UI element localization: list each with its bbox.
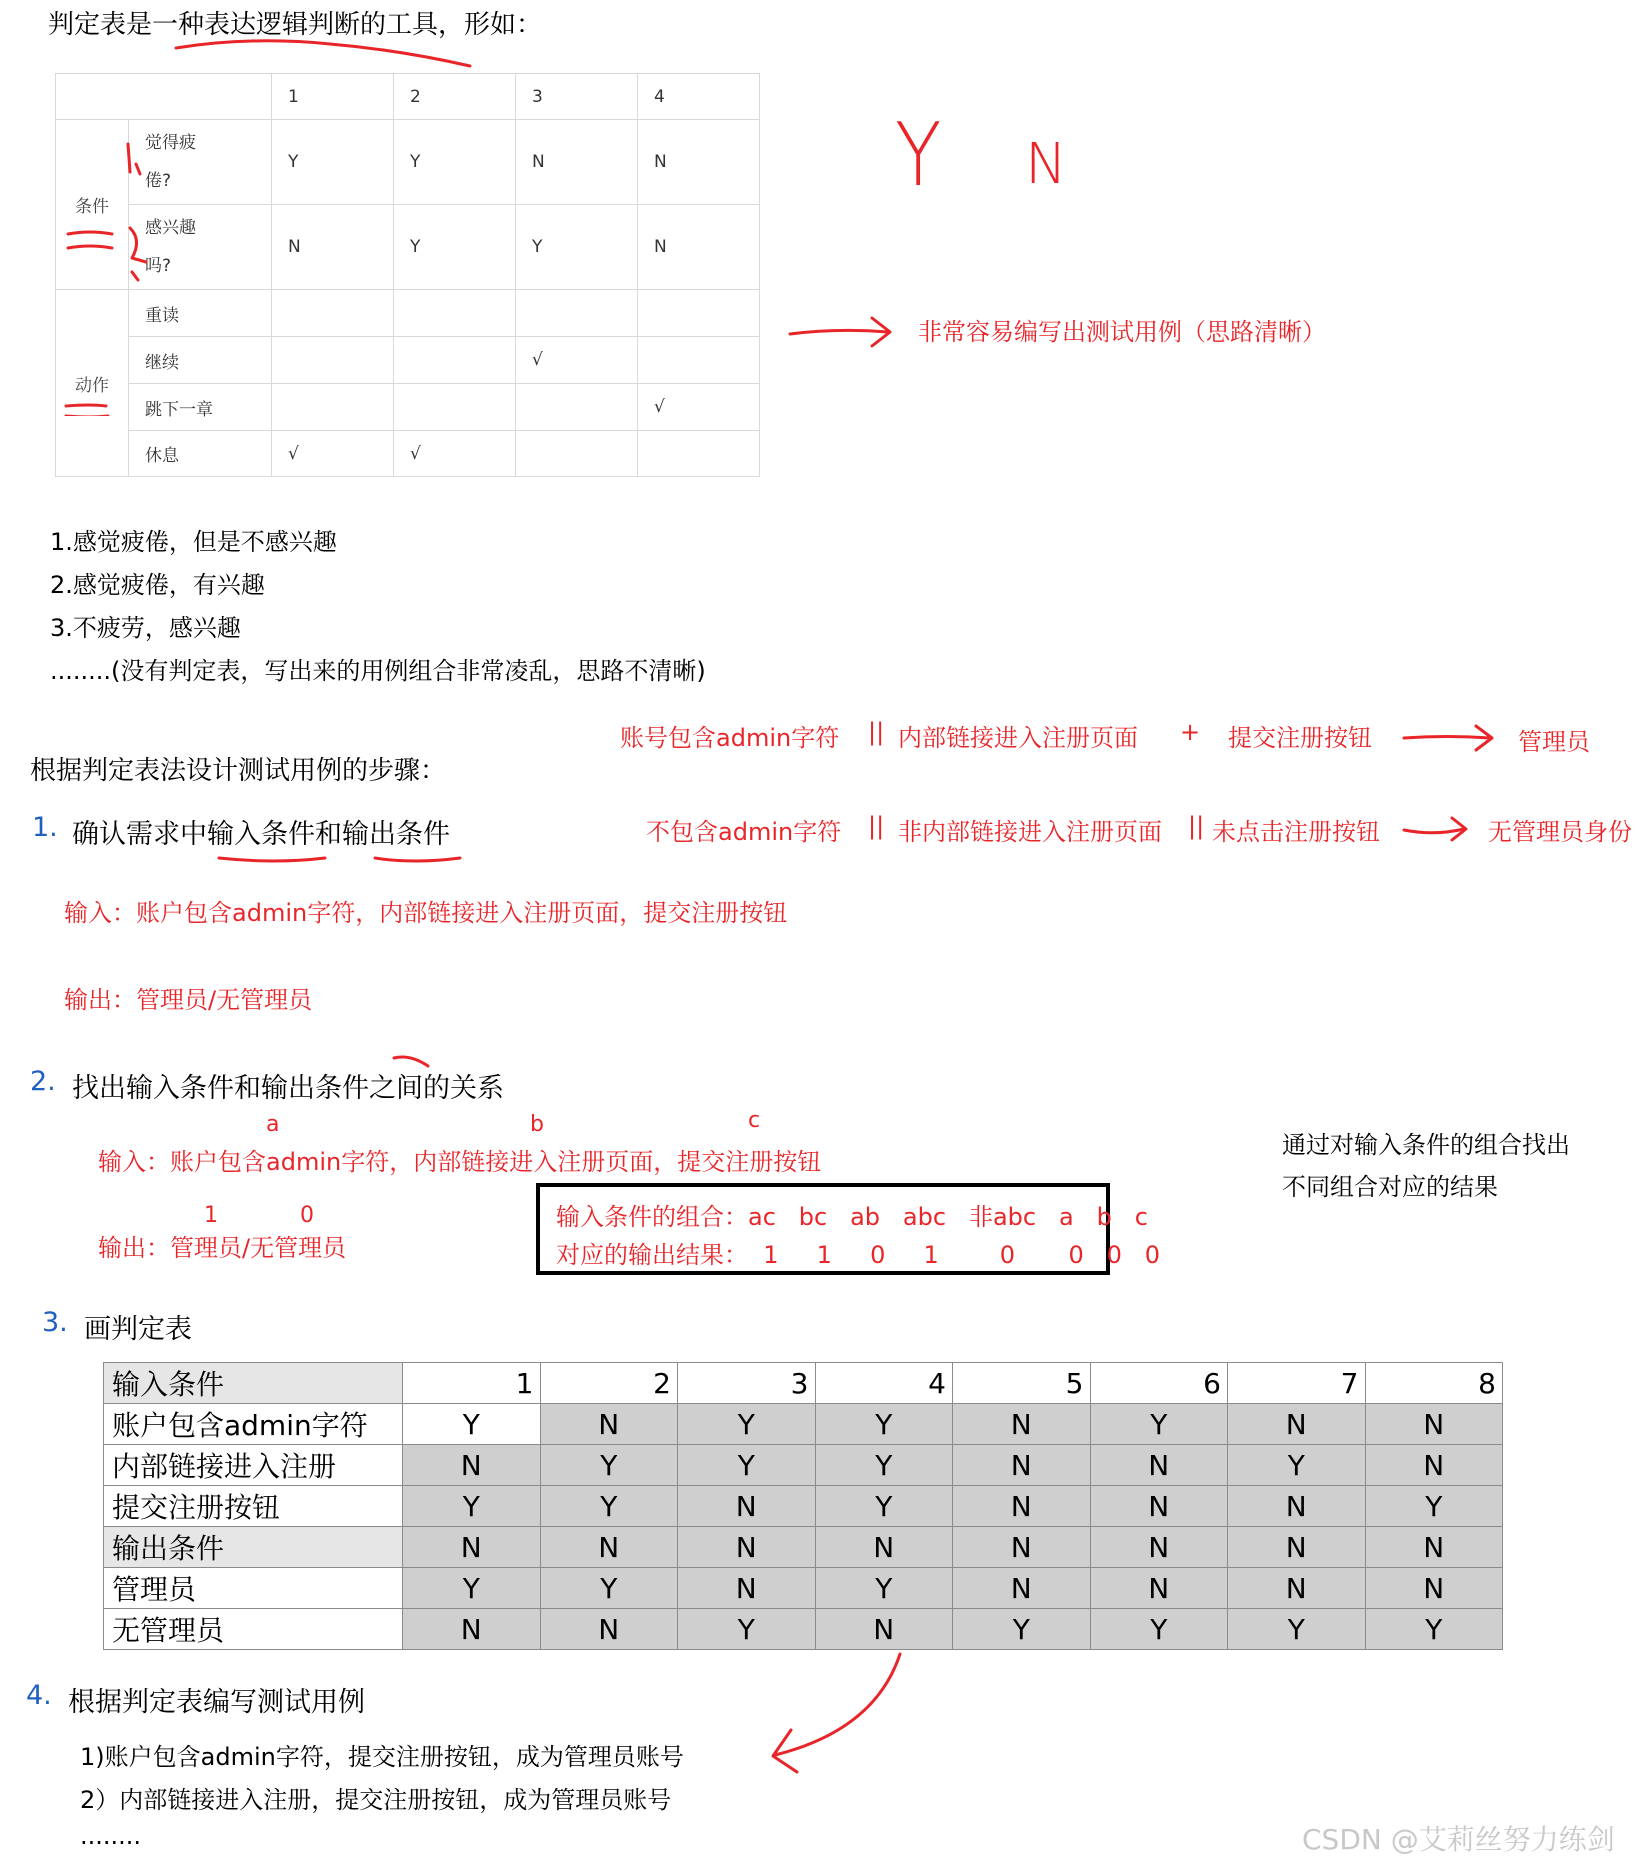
- cell: N: [815, 1527, 953, 1568]
- row-label: 输出条件: [104, 1527, 403, 1568]
- cell: [516, 290, 638, 337]
- curved-arrow-icon: [755, 1650, 915, 1780]
- cell: Y: [394, 205, 516, 290]
- row-label: 提交注册按钮: [104, 1486, 403, 1527]
- test-case-2: 2）内部链接进入注册，提交注册按钮，成为管理员账号: [80, 1786, 672, 1814]
- cell: N: [1228, 1404, 1366, 1445]
- rule2-a: 不包含admin字符: [646, 818, 842, 846]
- cell: N: [540, 1609, 678, 1650]
- cell: Y: [678, 1404, 816, 1445]
- cell: √: [638, 384, 760, 431]
- col-header: 3: [516, 74, 638, 120]
- cell: N: [540, 1527, 678, 1568]
- label-1: 1: [204, 1203, 218, 1228]
- col-header: 2: [394, 74, 516, 120]
- row-label: 觉得疲 倦?: [129, 120, 272, 205]
- arrow-right-icon: [788, 312, 898, 352]
- step1-output: 输出：管理员/无管理员: [64, 986, 313, 1014]
- cell: N: [1090, 1568, 1228, 1609]
- cell: √: [516, 337, 638, 384]
- col-header: 2: [540, 1363, 678, 1404]
- corner-cell: [56, 74, 272, 120]
- cell: Y: [1090, 1609, 1228, 1650]
- cell: N: [678, 1527, 816, 1568]
- decision-table: [103, 1362, 1503, 1650]
- example-3: 3.不疲劳，感兴趣: [50, 614, 241, 642]
- cell: Y: [403, 1486, 541, 1527]
- cell: Y: [678, 1445, 816, 1486]
- row-label: 管理员: [104, 1568, 403, 1609]
- side-note-1: 通过对输入条件的组合找出: [1282, 1131, 1570, 1159]
- cell: Y: [403, 1404, 541, 1445]
- cell: N: [638, 205, 760, 290]
- rule1-c: 提交注册按钮: [1228, 724, 1372, 752]
- cell: [516, 384, 638, 431]
- rule2-c: 未点击注册按钮: [1212, 818, 1380, 846]
- cell: Y: [815, 1445, 953, 1486]
- step2-input: 输入：账户包含admin字符，内部链接进入注册页面，提交注册按钮: [98, 1148, 822, 1176]
- step3-number: 3.: [42, 1307, 68, 1338]
- combo-line-1: 输入条件的组合：ac bc ab abc 非abc a b c: [556, 1203, 1148, 1231]
- cell: Y: [540, 1445, 678, 1486]
- cell: Y: [403, 1568, 541, 1609]
- cell: N: [953, 1568, 1091, 1609]
- row-label: 跳下一章: [129, 384, 272, 431]
- cell: N: [678, 1486, 816, 1527]
- cell: N: [1228, 1527, 1366, 1568]
- test-case-1: 1)账户包含admin字符，提交注册按钮，成为管理员账号: [80, 1743, 684, 1771]
- cell: N: [1228, 1568, 1366, 1609]
- cell: N: [638, 120, 760, 205]
- group-conditions: 条件: [56, 120, 129, 290]
- example-2: 2.感觉疲倦，有兴趣: [50, 571, 265, 599]
- cell: N: [1365, 1404, 1503, 1445]
- cell: N: [1090, 1527, 1228, 1568]
- cell: N: [678, 1568, 816, 1609]
- step4-title: 根据判定表编写测试用例: [68, 1687, 365, 1718]
- intro-underline-mark: [170, 36, 480, 72]
- col-header: 1: [403, 1363, 541, 1404]
- cell: Y: [1228, 1445, 1366, 1486]
- cell: N: [403, 1527, 541, 1568]
- cell: [638, 431, 760, 477]
- row-label: 继续: [129, 337, 272, 384]
- rule1-a: 账号包含admin字符: [620, 724, 840, 752]
- arrow-right-icon: [1402, 812, 1472, 848]
- label-c: c: [748, 1108, 761, 1133]
- step4-number: 4.: [26, 1680, 52, 1711]
- step2-title: 找出输入条件和输出条件之间的关系: [72, 1073, 504, 1104]
- cell: [516, 431, 638, 477]
- side-note-2: 不同组合对应的结果: [1282, 1173, 1498, 1201]
- step3-title: 画判定表: [84, 1314, 192, 1345]
- cell: [394, 337, 516, 384]
- cell: √: [272, 431, 394, 477]
- step2-number: 2.: [30, 1066, 56, 1097]
- cell: [272, 290, 394, 337]
- underline-mark: [215, 850, 475, 870]
- cell: [394, 290, 516, 337]
- rule1-b: 内部链接进入注册页面: [898, 724, 1138, 752]
- combination-box: [536, 1183, 1161, 1275]
- example-4: ........(没有判定表，写出来的用例组合非常凌乱，思路不清晰): [50, 657, 706, 685]
- rule1-sep: ||: [868, 718, 885, 746]
- relation-mark: [390, 1052, 440, 1072]
- rule1-plus: +: [1180, 718, 1201, 746]
- cell: Y: [953, 1609, 1091, 1650]
- cell: N: [953, 1404, 1091, 1445]
- handwritten-y: Y: [895, 103, 942, 206]
- arrow-right-icon: [1402, 720, 1498, 756]
- cell: Y: [678, 1609, 816, 1650]
- cell: Y: [815, 1568, 953, 1609]
- note-easy: 非常容易编写出测试用例（思路清晰）: [918, 318, 1326, 346]
- cell: N: [1090, 1486, 1228, 1527]
- cell: N: [953, 1486, 1091, 1527]
- col-header: 4: [815, 1363, 953, 1404]
- rule2-b: 非内部链接进入注册页面: [898, 818, 1162, 846]
- cell: [272, 384, 394, 431]
- label-0: 0: [300, 1203, 314, 1228]
- step1-input: 输入：账户包含admin字符，内部链接进入注册页面，提交注册按钮: [64, 899, 788, 927]
- cell: N: [540, 1404, 678, 1445]
- cell: N: [953, 1445, 1091, 1486]
- steps-title: 根据判定表法设计测试用例的步骤：: [30, 756, 447, 786]
- test-case-3: ........: [80, 1822, 142, 1850]
- watermark: CSDN @艾莉丝努力练剑: [1302, 1823, 1615, 1856]
- rule2-result: 无管理员身份: [1488, 818, 1632, 846]
- group-actions: 动作: [56, 290, 129, 477]
- rule2-sep2: ||: [1188, 812, 1205, 840]
- step2-output: 输出：管理员/无管理员: [98, 1234, 347, 1262]
- intro-text: 判定表是一种表达逻辑判断的工具，形如：: [48, 10, 543, 40]
- cell: N: [953, 1527, 1091, 1568]
- row-label: 账户包含admin字符: [104, 1404, 403, 1445]
- cell: N: [1365, 1445, 1503, 1486]
- col-header: 4: [638, 74, 760, 120]
- cell: N: [1228, 1486, 1366, 1527]
- col-header: 3: [678, 1363, 816, 1404]
- cell: N: [403, 1609, 541, 1650]
- row-label: 感兴趣 吗?: [129, 205, 272, 290]
- cell: Y: [815, 1486, 953, 1527]
- cell: N: [815, 1609, 953, 1650]
- cell: [638, 290, 760, 337]
- cell: [394, 384, 516, 431]
- cell: N: [272, 205, 394, 290]
- cell: Y: [1365, 1609, 1503, 1650]
- cell: N: [1365, 1568, 1503, 1609]
- col-header: 7: [1228, 1363, 1366, 1404]
- cell: N: [1090, 1445, 1228, 1486]
- col-header: 5: [953, 1363, 1091, 1404]
- cell: Y: [272, 120, 394, 205]
- table-brace-marks: [60, 136, 150, 416]
- cell: Y: [1365, 1486, 1503, 1527]
- cell: [272, 337, 394, 384]
- cell: Y: [1090, 1404, 1228, 1445]
- cell: √: [394, 431, 516, 477]
- cell: Y: [1228, 1609, 1366, 1650]
- rule2-sep1: ||: [868, 812, 885, 840]
- rule1-result: 管理员: [1518, 728, 1590, 756]
- step1-number: 1.: [32, 812, 58, 843]
- cell: Y: [815, 1404, 953, 1445]
- cell: Y: [540, 1568, 678, 1609]
- example-1: 1.感觉疲倦，但是不感兴趣: [50, 528, 337, 556]
- cell: Y: [540, 1486, 678, 1527]
- step1-title: 确认需求中输入条件和输出条件: [72, 819, 450, 850]
- cell: Y: [394, 120, 516, 205]
- row-label: 重读: [129, 290, 272, 337]
- header-label: 输入条件: [104, 1363, 403, 1404]
- cell: Y: [516, 205, 638, 290]
- cell: [638, 337, 760, 384]
- handwritten-n: N: [1025, 132, 1067, 197]
- cell: N: [516, 120, 638, 205]
- col-header: 1: [272, 74, 394, 120]
- label-a: a: [266, 1112, 280, 1137]
- combo-line-2: 对应的输出结果： 1 1 0 1 0 0 0 0: [556, 1241, 1161, 1269]
- row-label: 休息: [129, 431, 272, 477]
- cell: N: [403, 1445, 541, 1486]
- label-b: b: [530, 1112, 544, 1137]
- row-label: 无管理员: [104, 1609, 403, 1650]
- judge-table-example: [55, 73, 760, 477]
- cell: N: [1365, 1527, 1503, 1568]
- col-header: 6: [1090, 1363, 1228, 1404]
- col-header: 8: [1365, 1363, 1503, 1404]
- row-label: 内部链接进入注册: [104, 1445, 403, 1486]
